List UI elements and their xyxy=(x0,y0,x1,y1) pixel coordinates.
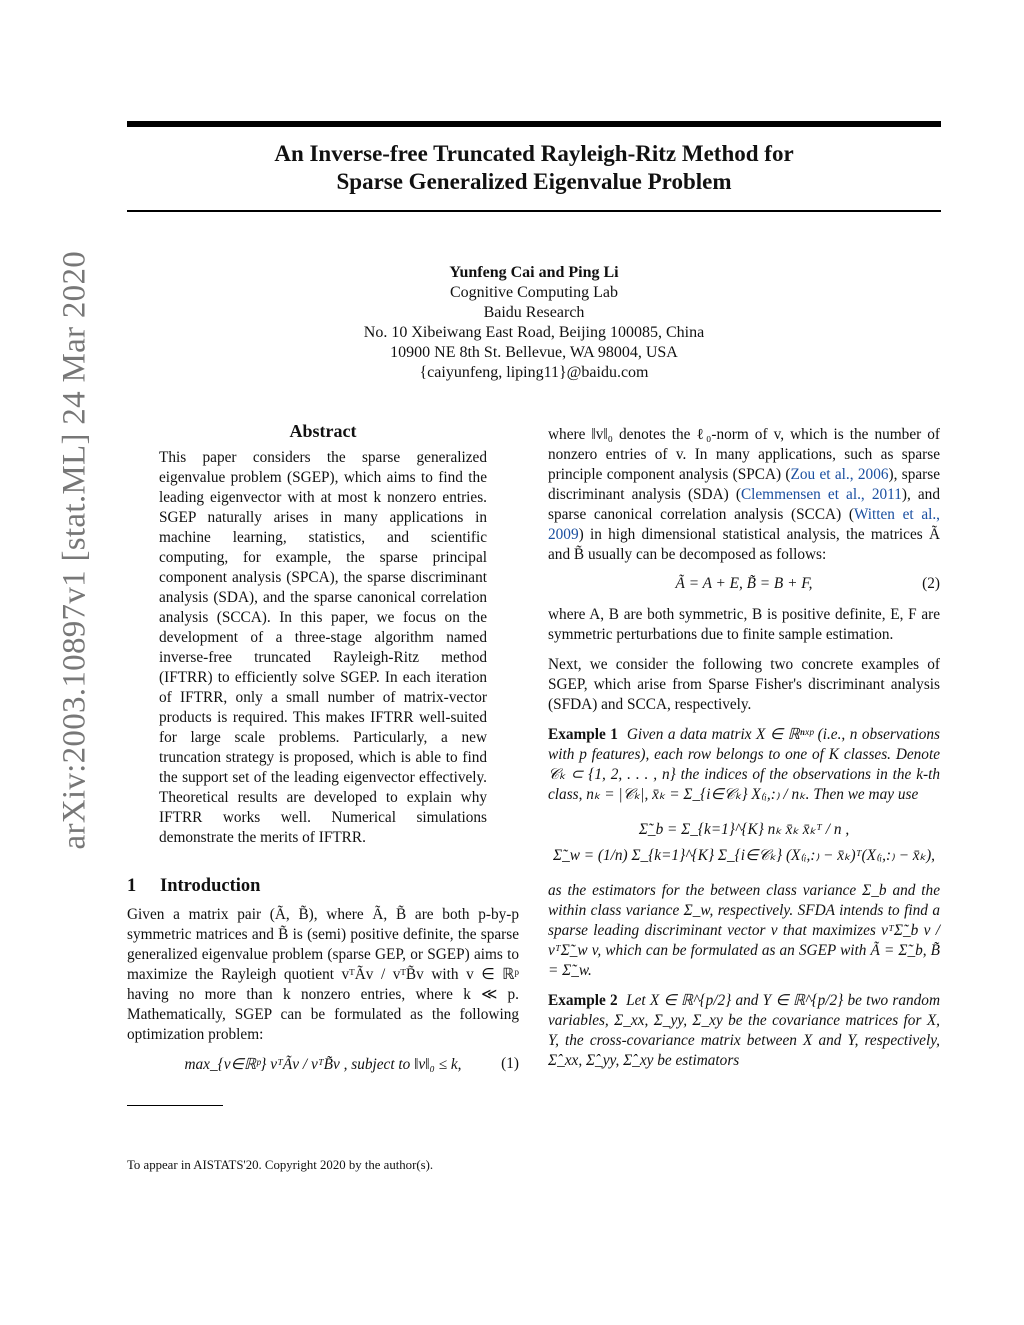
right-paragraph-3: Next, we consider the following two concrete examples of SGEP, which arise from Sparse Fisher's discriminant analysis (SFDA) and SCCA, respectively. xyxy=(548,656,940,713)
address-2: 10900 NE 8th St. Bellevue, WA 98004, USA xyxy=(390,344,678,361)
equation-1-number: (1) xyxy=(501,1055,519,1072)
equation-1-body: max_{v∈ℝᵖ} vᵀÃv / vᵀB̃v , subject to ‖v‖₀ ≤ k, xyxy=(184,1056,462,1073)
footnote-rule xyxy=(127,1105,223,1106)
abstract-heading: Abstract xyxy=(289,421,357,441)
title-line-2: Sparse Generalized Eigenvalue Problem xyxy=(336,169,732,194)
para1-text-c: ), and sparse canonical correlation analysis (SCCA) ( xyxy=(548,486,940,523)
example-2-label: Example 2 xyxy=(548,992,618,1009)
para1-text-a: where ‖v‖₀ denotes the ℓ₀-norm of v, which is the number of nonzero entries of v. In many applications, such as sparse principle component analysis (SPCA) ( xyxy=(548,426,940,483)
citation-zou[interactable]: Zou et al., 2006 xyxy=(790,466,889,483)
author-email: {caiyunfeng, liping11}@baidu.com xyxy=(419,364,649,381)
equation-2-number: (2) xyxy=(922,575,940,592)
example-1-text: Given a data matrix X ∈ ℝⁿˣᵖ (i.e., n observations with p features), each row belongs to one of K classes. Denote 𝒞ₖ ⊂ {1, 2, . . . , n} the indices of the observations in the k-th class, nₖ = |𝒞ₖ|, x̄ₖ = Σ_{i∈𝒞ₖ} X₍ᵢ,:₎ / nₖ. Then we may use xyxy=(548,726,940,803)
citation-witten[interactable]: Witten et al., 2009 xyxy=(548,506,941,543)
right-paragraph-1 xyxy=(548,425,940,565)
equation-2 xyxy=(548,565,940,605)
affiliation-1: Cognitive Computing Lab xyxy=(450,284,618,301)
para1-text-d: ) in high dimensional statistical analysis, the matrices Ã and B̃ usually can be decomposed as follows: xyxy=(548,526,940,563)
sigma-w-equation: Σ̃_w = (1/n) Σ_{k=1}^{K} Σ_{i∈𝒞ₖ} (X₍ᵢ,:₎ − x̄ₖ)ᵀ(X₍ᵢ,:₎ − x̄ₖ), xyxy=(552,847,935,864)
paper-title xyxy=(127,140,941,196)
example-1-equations xyxy=(548,817,940,869)
footnote: To appear in AISTATS'20. Copyright 2020 by the author(s). xyxy=(127,1158,434,1172)
affiliation-2: Baidu Research xyxy=(483,304,585,321)
title-rule-bottom xyxy=(127,210,941,212)
equation-1 xyxy=(127,1045,519,1085)
example-2 xyxy=(548,991,940,1071)
example-2-text: Let X ∈ ℝ^{p/2} and Y ∈ ℝ^{p/2} be two random variables, Σ_xx, Σ_yy, Σ_xy be the covariance matrices for X, Y, the cross-covariance matrix between X and Y, respectively, Σ̂_xx, Σ̂_yy, Σ̂_xy be estimators xyxy=(548,992,940,1069)
section-title: Introduction xyxy=(160,876,261,896)
section-heading-introduction xyxy=(127,876,519,897)
equation-2-body: Ã = A + E, B̃ = B + F, xyxy=(675,575,813,592)
citation-clemmensen[interactable]: Clemmensen et al., 2011 xyxy=(740,486,902,503)
author-block xyxy=(127,263,941,383)
right-paragraph-2: where A, B are both symmetric, B is positive definite, E, F are symmetric perturbations due to finite sample estimation. xyxy=(548,606,940,643)
para1-text-b: ), sparse discriminant analysis (SDA) ( xyxy=(548,466,940,503)
abstract-text: This paper considers the sparse generalized eigenvalue problem (SGEP), which aims to find the leading eigenvector with at most k nonzero entries. SGEP naturally arises in many applications in machine learning, statistics, and scientific computing, for example, the sparse principal component analysis (SPCA), the sparse discriminant analysis (SDA), and the sparse canonical correlation analysis (SCCA). In this paper, we focus on the development of a three-stage algorithm named inverse-free truncated Rayleigh-Ritz method (IFTRR) to efficiently solve SGEP. In each iteration of IFTRR, only a small number of matrix-vector products is required. This makes IFTRR well-suited for large scale problems. Particularly, a new truncation strategy is proposed, which is able to find the support set of the leading eigenvector effectively. Theoretical results are developed to explain why IFTRR works well. Numerical simulations demonstrate the merits of IFTRR. xyxy=(159,449,487,846)
intro-paragraph-1: Given a matrix pair (Ã, B̃), where Ã, B̃ are both p-by-p symmetric matrices and B̃ is (semi) positive definite, the sparse generalized eigenvalue problem (sparse GEP, or SGEP) aims to maximize the Rayleigh quotient vᵀÃv / vᵀB̃v with v ∈ ℝᵖ having no more than k nonzero entries, where k ≪ p. Mathematically, SGEP can be formulated as the following optimization problem: xyxy=(127,906,519,1043)
example-1 xyxy=(548,725,940,805)
arxiv-side-stamp: arXiv:2003.10897v1 [stat.ML] 24 Mar 2020 xyxy=(56,250,93,850)
left-column xyxy=(127,415,519,1173)
right-column xyxy=(548,425,940,1071)
title-rule-top xyxy=(127,121,941,127)
sigma-b-equation: Σ̃_b = Σ_{k=1}^{K} nₖ x̄ₖ x̄ₖᵀ / n , xyxy=(638,821,850,838)
example-1-label: Example 1 xyxy=(548,726,618,743)
example-1-conclusion: as the estimators for the between class variance Σ_b and the within class variance Σ_w, respectively. SFDA intends to find a sparse leading discriminant vector v that maximizes vᵀΣ̃_b v / vᵀΣ̃_w v, which can be formulated as an SGEP with Ã = Σ̃_b, B̃ = Σ̃_w. xyxy=(548,882,940,979)
section-number: 1 xyxy=(127,876,137,896)
author-names: Yunfeng Cai and Ping Li xyxy=(449,264,619,281)
title-line-1: An Inverse-free Truncated Rayleigh-Ritz Method for xyxy=(274,141,794,166)
address-1: No. 10 Xibeiwang East Road, Beijing 100085, China xyxy=(363,324,705,341)
